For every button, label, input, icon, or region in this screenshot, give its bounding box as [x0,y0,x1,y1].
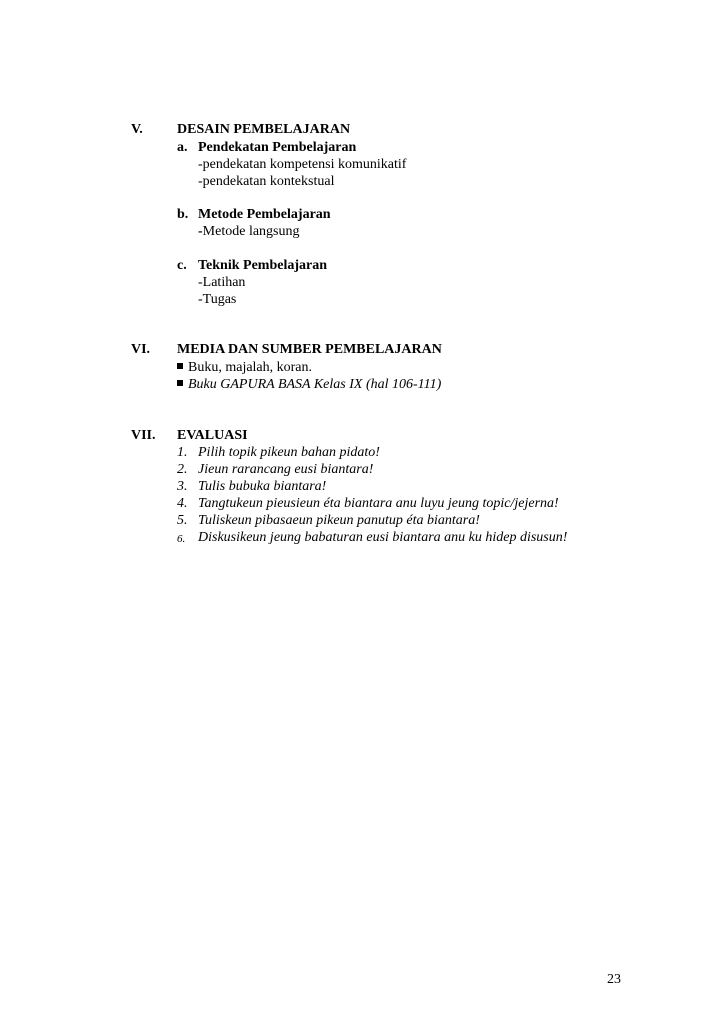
sub-a-item: -pendekatan kontekstual [198,174,335,189]
eval-number: 2. [177,462,188,477]
sub-c-item: -Latihan [198,275,246,290]
sub-b-item [198,223,300,240]
section-vii-number: VII. [131,428,156,443]
section-vi-title: MEDIA DAN SUMBER PEMBELAJARAN [177,342,442,357]
sub-b-item-text: Metode langsung [202,224,300,239]
eval-text: Jieun rarancang eusi biantara! [198,462,374,477]
eval-text: Tuliskeun pibasaeun pikeun panutup éta biantara! [198,513,480,528]
eval-number: 5. [177,513,188,528]
eval-number: 6. [177,533,186,545]
sub-a-item: -pendekatan kompetensi komunikatif [198,157,407,172]
eval-text: Tangtukeun pieusieun éta biantara anu luyu jeung topic/jejerna! [198,496,559,511]
bullet-text: Buku GAPURA BASA Kelas IX (hal 106-111) [188,377,442,392]
sub-a-title: Pendekatan Pembelajaran [198,140,357,155]
sub-a-letter: a. [177,140,188,155]
page-number: 23 [607,972,621,987]
sub-c-item: -Tugas [198,292,237,307]
bullet-item [177,376,441,393]
sub-b-title: Metode Pembelajaran [198,207,331,222]
sub-b-letter: b. [177,207,189,222]
eval-number: 1. [177,445,188,460]
section-v-number: V. [131,122,143,137]
sub-c-letter: c. [177,258,187,273]
square-bullet-icon [177,380,183,386]
eval-number: 4. [177,496,188,511]
section-vi-number: VI. [131,342,151,357]
bullet-text: Buku, majalah, koran. [188,360,313,375]
eval-text: Diskusikeun jeung babaturan eusi biantara anu ku hidep disusun! [198,530,568,545]
sub-b-item-prefix: - [198,224,203,239]
bullet-item [177,359,312,376]
square-bullet-icon [177,363,183,369]
section-v-title: DESAIN PEMBELAJARAN [177,122,351,137]
eval-text: Pilih topik pikeun bahan pidato! [198,445,380,460]
eval-number: 3. [177,479,188,494]
section-vii-title: EVALUASI [177,428,248,443]
sub-c-title: Teknik Pembelajaran [198,258,327,273]
eval-text: Tulis bubuka biantara! [198,479,327,494]
